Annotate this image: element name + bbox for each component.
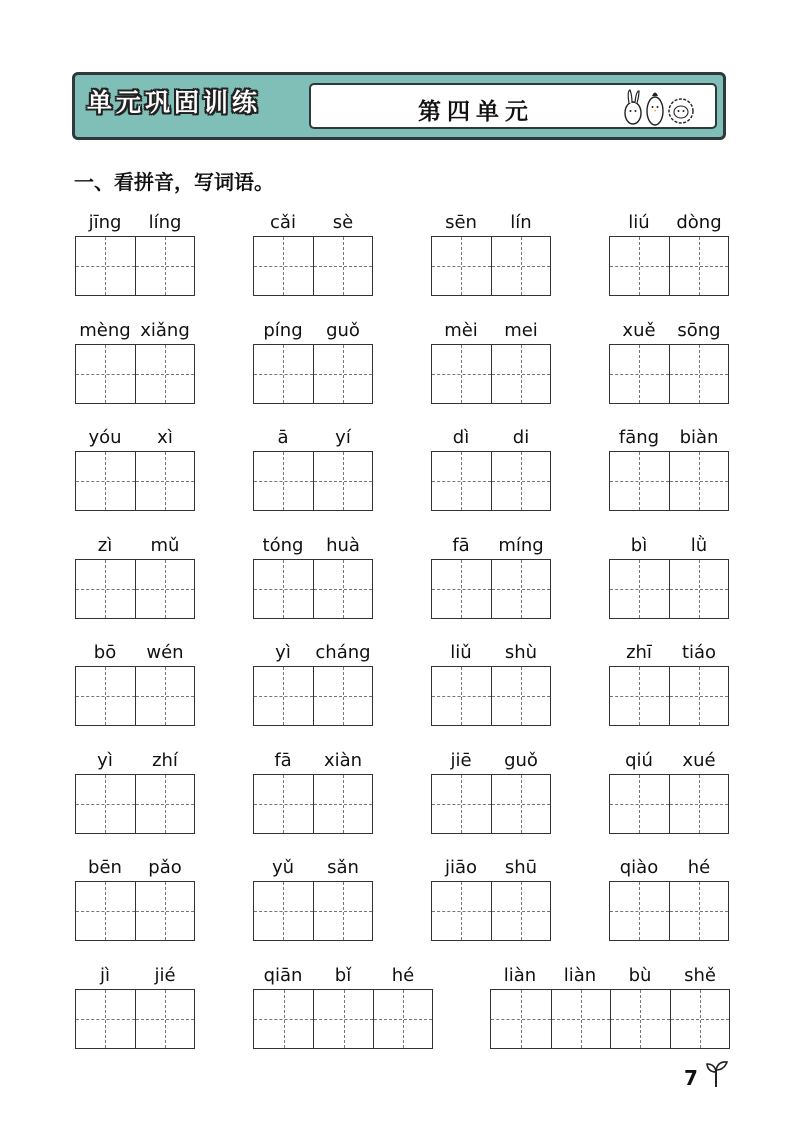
writing-grid	[431, 236, 551, 296]
pinyin-syllable: wén	[146, 642, 184, 663]
tianzige-cell[interactable]	[373, 990, 432, 1048]
unit-title: 第四单元	[418, 99, 534, 125]
pinyin-syllable: shù	[504, 642, 538, 663]
pinyin-syllable: shě	[684, 965, 716, 986]
tianzige-cell[interactable]	[610, 882, 669, 940]
pinyin-row	[75, 965, 195, 989]
pinyin-syllable: liàn	[563, 965, 597, 986]
tianzige-cell[interactable]	[491, 775, 550, 833]
pinyin-syllable: huà	[326, 535, 360, 556]
pinyin-row	[609, 535, 729, 559]
tianzige-cell[interactable]	[432, 882, 491, 940]
writing-grid	[253, 344, 373, 404]
pinyin-syllable: liú	[628, 212, 650, 233]
tianzige-cell[interactable]	[254, 345, 313, 403]
tianzige-cell[interactable]	[491, 882, 550, 940]
tianzige-cell[interactable]	[432, 345, 491, 403]
word-box	[253, 857, 373, 941]
pinyin-syllable: qiú	[625, 750, 653, 771]
pinyin-syllable: cháng	[315, 642, 371, 663]
writing-grid	[253, 666, 373, 726]
tianzige-cell[interactable]	[76, 667, 135, 725]
pinyin-syllable: yí	[335, 427, 351, 448]
tianzige-cell[interactable]	[313, 345, 372, 403]
word-box	[253, 965, 433, 1049]
tianzige-cell[interactable]	[76, 882, 135, 940]
word-box	[431, 857, 551, 941]
pinyin-row	[253, 427, 373, 451]
pinyin-syllable: yǔ	[271, 857, 295, 878]
writing-grid	[609, 451, 729, 511]
word-box	[431, 750, 551, 834]
word-box	[431, 212, 551, 296]
pinyin-syllable: bō	[93, 642, 117, 663]
pinyin-syllable: dì	[452, 427, 470, 448]
tianzige-cell[interactable]	[669, 775, 728, 833]
pinyin-row	[431, 857, 551, 881]
pinyin-syllable: hé	[391, 965, 415, 986]
tianzige-cell[interactable]	[610, 452, 669, 510]
word-box	[609, 535, 729, 619]
writing-grid	[431, 559, 551, 619]
pinyin-syllable: cǎi	[270, 212, 296, 233]
tianzige-cell[interactable]	[76, 345, 135, 403]
writing-grid	[75, 989, 195, 1049]
tianzige-cell[interactable]	[610, 345, 669, 403]
pinyin-row	[253, 857, 373, 881]
word-box	[609, 427, 729, 511]
tianzige-cell[interactable]	[254, 560, 313, 618]
tianzige-cell[interactable]	[491, 667, 550, 725]
tianzige-cell[interactable]	[491, 452, 550, 510]
pinyin-syllable: xiǎng	[140, 320, 190, 341]
pinyin-syllable: guǒ	[326, 320, 360, 341]
pinyin-syllable: liǔ	[450, 642, 472, 663]
tianzige-cell[interactable]	[669, 560, 728, 618]
writing-grid	[253, 559, 373, 619]
tianzige-cell[interactable]	[610, 775, 669, 833]
tianzige-cell[interactable]	[491, 237, 550, 295]
writing-grid	[431, 881, 551, 941]
pinyin-syllable: zhī	[626, 642, 652, 663]
pinyin-syllable: xì	[157, 427, 173, 448]
tianzige-cell[interactable]	[313, 667, 372, 725]
writing-grid	[431, 451, 551, 511]
tianzige-cell[interactable]	[76, 452, 135, 510]
word-box	[253, 320, 373, 404]
pinyin-syllable: xué	[682, 750, 716, 771]
word-box	[253, 642, 373, 726]
writing-grid	[75, 559, 195, 619]
word-box	[609, 320, 729, 404]
word-box	[253, 750, 373, 834]
pinyin-row	[75, 750, 195, 774]
pinyin-row	[431, 427, 551, 451]
tianzige-cell[interactable]	[432, 560, 491, 618]
pinyin-syllable: lǜ	[690, 535, 708, 556]
pinyin-row	[253, 965, 433, 989]
pinyin-syllable: qiào	[619, 857, 659, 878]
pinyin-row	[431, 642, 551, 666]
tianzige-cell[interactable]	[135, 882, 194, 940]
word-box	[75, 750, 195, 834]
pinyin-row	[609, 857, 729, 881]
writing-grid	[75, 451, 195, 511]
pinyin-syllable: píng	[263, 320, 303, 341]
pinyin-row	[75, 857, 195, 881]
word-box	[490, 965, 730, 1049]
pinyin-row	[253, 750, 373, 774]
writing-grid	[609, 881, 729, 941]
pinyin-row	[253, 535, 373, 559]
pinyin-syllable: líng	[148, 212, 182, 233]
word-box	[431, 427, 551, 511]
unit-banner	[72, 72, 726, 140]
mascot-icon	[619, 87, 709, 127]
pinyin-row	[609, 212, 729, 236]
tianzige-cell[interactable]	[254, 882, 313, 940]
tianzige-cell[interactable]	[76, 237, 135, 295]
tianzige-cell[interactable]	[432, 667, 491, 725]
tianzige-cell[interactable]	[76, 990, 135, 1048]
pinyin-syllable: di	[512, 427, 530, 448]
pinyin-row	[609, 642, 729, 666]
writing-grid	[609, 236, 729, 296]
word-box	[431, 320, 551, 404]
tianzige-cell[interactable]	[669, 667, 728, 725]
unit-title-box	[309, 83, 717, 129]
pinyin-syllable: xiàn	[323, 750, 363, 771]
pinyin-syllable: dòng	[676, 212, 722, 233]
tianzige-cell[interactable]	[135, 775, 194, 833]
tianzige-cell[interactable]	[254, 775, 313, 833]
pinyin-row	[490, 965, 730, 989]
pinyin-syllable: biàn	[679, 427, 719, 448]
word-box	[75, 427, 195, 511]
word-box	[431, 535, 551, 619]
pinyin-syllable: mèi	[444, 320, 478, 341]
pinyin-syllable: míng	[498, 535, 544, 556]
tianzige-cell[interactable]	[313, 990, 372, 1048]
pinyin-syllable: fā	[274, 750, 292, 771]
tianzige-cell[interactable]	[254, 667, 313, 725]
tianzige-cell[interactable]	[610, 667, 669, 725]
tianzige-cell[interactable]	[76, 775, 135, 833]
pinyin-syllable: sè	[332, 212, 354, 233]
word-box	[253, 427, 373, 511]
tianzige-cell[interactable]	[76, 560, 135, 618]
pinyin-syllable: sǎn	[327, 857, 359, 878]
tianzige-cell[interactable]	[491, 345, 550, 403]
pinyin-syllable: jiāo	[444, 857, 478, 878]
pinyin-syllable: sēn	[445, 212, 477, 233]
pinyin-syllable: guǒ	[504, 750, 538, 771]
pinyin-row	[253, 212, 373, 236]
tianzige-cell[interactable]	[610, 237, 669, 295]
pinyin-syllable: fā	[452, 535, 470, 556]
tianzige-cell[interactable]	[669, 882, 728, 940]
pinyin-syllable: yì	[275, 642, 291, 663]
pinyin-row	[431, 320, 551, 344]
writing-grid	[431, 666, 551, 726]
tianzige-cell[interactable]	[135, 237, 194, 295]
writing-grid	[253, 989, 433, 1049]
writing-grid	[431, 344, 551, 404]
word-box	[253, 212, 373, 296]
writing-grid	[253, 451, 373, 511]
writing-grid	[609, 666, 729, 726]
pinyin-syllable: mèng	[79, 320, 131, 341]
pinyin-syllable: ā	[277, 427, 289, 448]
pinyin-syllable: shū	[504, 857, 538, 878]
pinyin-syllable: tóng	[262, 535, 304, 556]
tianzige-cell[interactable]	[254, 990, 313, 1048]
tianzige-cell[interactable]	[135, 452, 194, 510]
tianzige-cell[interactable]	[551, 990, 611, 1048]
writing-grid	[75, 881, 195, 941]
pinyin-row	[75, 427, 195, 451]
word-box	[609, 750, 729, 834]
pinyin-syllable: lín	[510, 212, 532, 233]
pinyin-row	[609, 750, 729, 774]
writing-grid	[253, 881, 373, 941]
pinyin-syllable: tiáo	[681, 642, 717, 663]
tianzige-cell[interactable]	[254, 452, 313, 510]
tianzige-cell[interactable]	[491, 990, 551, 1048]
pinyin-syllable: fāng	[618, 427, 660, 448]
pinyin-row	[431, 750, 551, 774]
word-box	[609, 212, 729, 296]
tianzige-cell[interactable]	[669, 452, 728, 510]
writing-grid	[75, 236, 195, 296]
pinyin-syllable: mei	[504, 320, 538, 341]
banner-title: 单元巩固训练	[87, 88, 262, 117]
pinyin-syllable: sōng	[677, 320, 721, 341]
writing-grid	[609, 559, 729, 619]
word-box	[609, 642, 729, 726]
tianzige-cell[interactable]	[669, 237, 728, 295]
tianzige-cell[interactable]	[313, 560, 372, 618]
page-number: 7	[684, 1066, 698, 1090]
writing-grid	[75, 344, 195, 404]
tianzige-cell[interactable]	[135, 560, 194, 618]
pinyin-syllable: pǎo	[148, 857, 182, 878]
word-box	[75, 965, 195, 1049]
pinyin-row	[75, 642, 195, 666]
pinyin-row	[431, 535, 551, 559]
pinyin-syllable: jiē	[450, 750, 472, 771]
pinyin-syllable: zì	[97, 535, 113, 556]
word-box	[75, 535, 195, 619]
word-box	[431, 642, 551, 726]
word-box	[253, 535, 373, 619]
pinyin-row	[253, 642, 373, 666]
pinyin-row	[609, 427, 729, 451]
pinyin-syllable: bǐ	[334, 965, 352, 986]
pinyin-syllable: xuě	[622, 320, 656, 341]
tianzige-cell[interactable]	[313, 775, 372, 833]
sprout-icon	[704, 1060, 730, 1088]
tianzige-cell[interactable]	[313, 882, 372, 940]
pinyin-syllable: jīng	[88, 212, 122, 233]
tianzige-cell[interactable]	[610, 990, 670, 1048]
tianzige-cell[interactable]	[135, 990, 194, 1048]
tianzige-cell[interactable]	[135, 667, 194, 725]
tianzige-cell[interactable]	[313, 452, 372, 510]
word-box	[609, 857, 729, 941]
writing-grid	[75, 774, 195, 834]
pinyin-syllable: hé	[687, 857, 711, 878]
word-box	[75, 642, 195, 726]
tianzige-cell[interactable]	[491, 560, 550, 618]
pinyin-row	[253, 320, 373, 344]
pinyin-syllable: jì	[99, 965, 110, 986]
tianzige-cell[interactable]	[610, 560, 669, 618]
pinyin-syllable: yóu	[88, 427, 122, 448]
writing-grid	[609, 344, 729, 404]
pinyin-row	[75, 535, 195, 559]
writing-grid	[253, 774, 373, 834]
tianzige-cell[interactable]	[254, 237, 313, 295]
writing-grid	[431, 774, 551, 834]
pinyin-syllable: mǔ	[150, 535, 180, 556]
pinyin-syllable: bì	[630, 535, 648, 556]
pinyin-syllable: zhí	[152, 750, 178, 771]
tianzige-cell[interactable]	[313, 237, 372, 295]
pinyin-syllable: bēn	[88, 857, 122, 878]
word-box	[75, 212, 195, 296]
word-box	[75, 857, 195, 941]
writing-grid	[490, 989, 730, 1049]
pinyin-row	[75, 320, 195, 344]
pinyin-syllable: jié	[154, 965, 176, 986]
tianzige-cell[interactable]	[432, 452, 491, 510]
writing-grid	[75, 666, 195, 726]
tianzige-cell[interactable]	[669, 345, 728, 403]
tianzige-cell[interactable]	[135, 345, 194, 403]
writing-grid	[253, 236, 373, 296]
tianzige-cell[interactable]	[670, 990, 730, 1048]
writing-grid	[609, 774, 729, 834]
pinyin-row	[431, 212, 551, 236]
pinyin-row	[609, 320, 729, 344]
pinyin-row	[75, 212, 195, 236]
section-title: 一、看拼音，写词语。	[74, 170, 274, 194]
pinyin-syllable: yì	[97, 750, 113, 771]
pinyin-syllable: qiān	[263, 965, 303, 986]
word-box	[75, 320, 195, 404]
tianzige-cell[interactable]	[432, 775, 491, 833]
pinyin-syllable: bù	[628, 965, 652, 986]
pinyin-syllable: liàn	[503, 965, 537, 986]
tianzige-cell[interactable]	[432, 237, 491, 295]
